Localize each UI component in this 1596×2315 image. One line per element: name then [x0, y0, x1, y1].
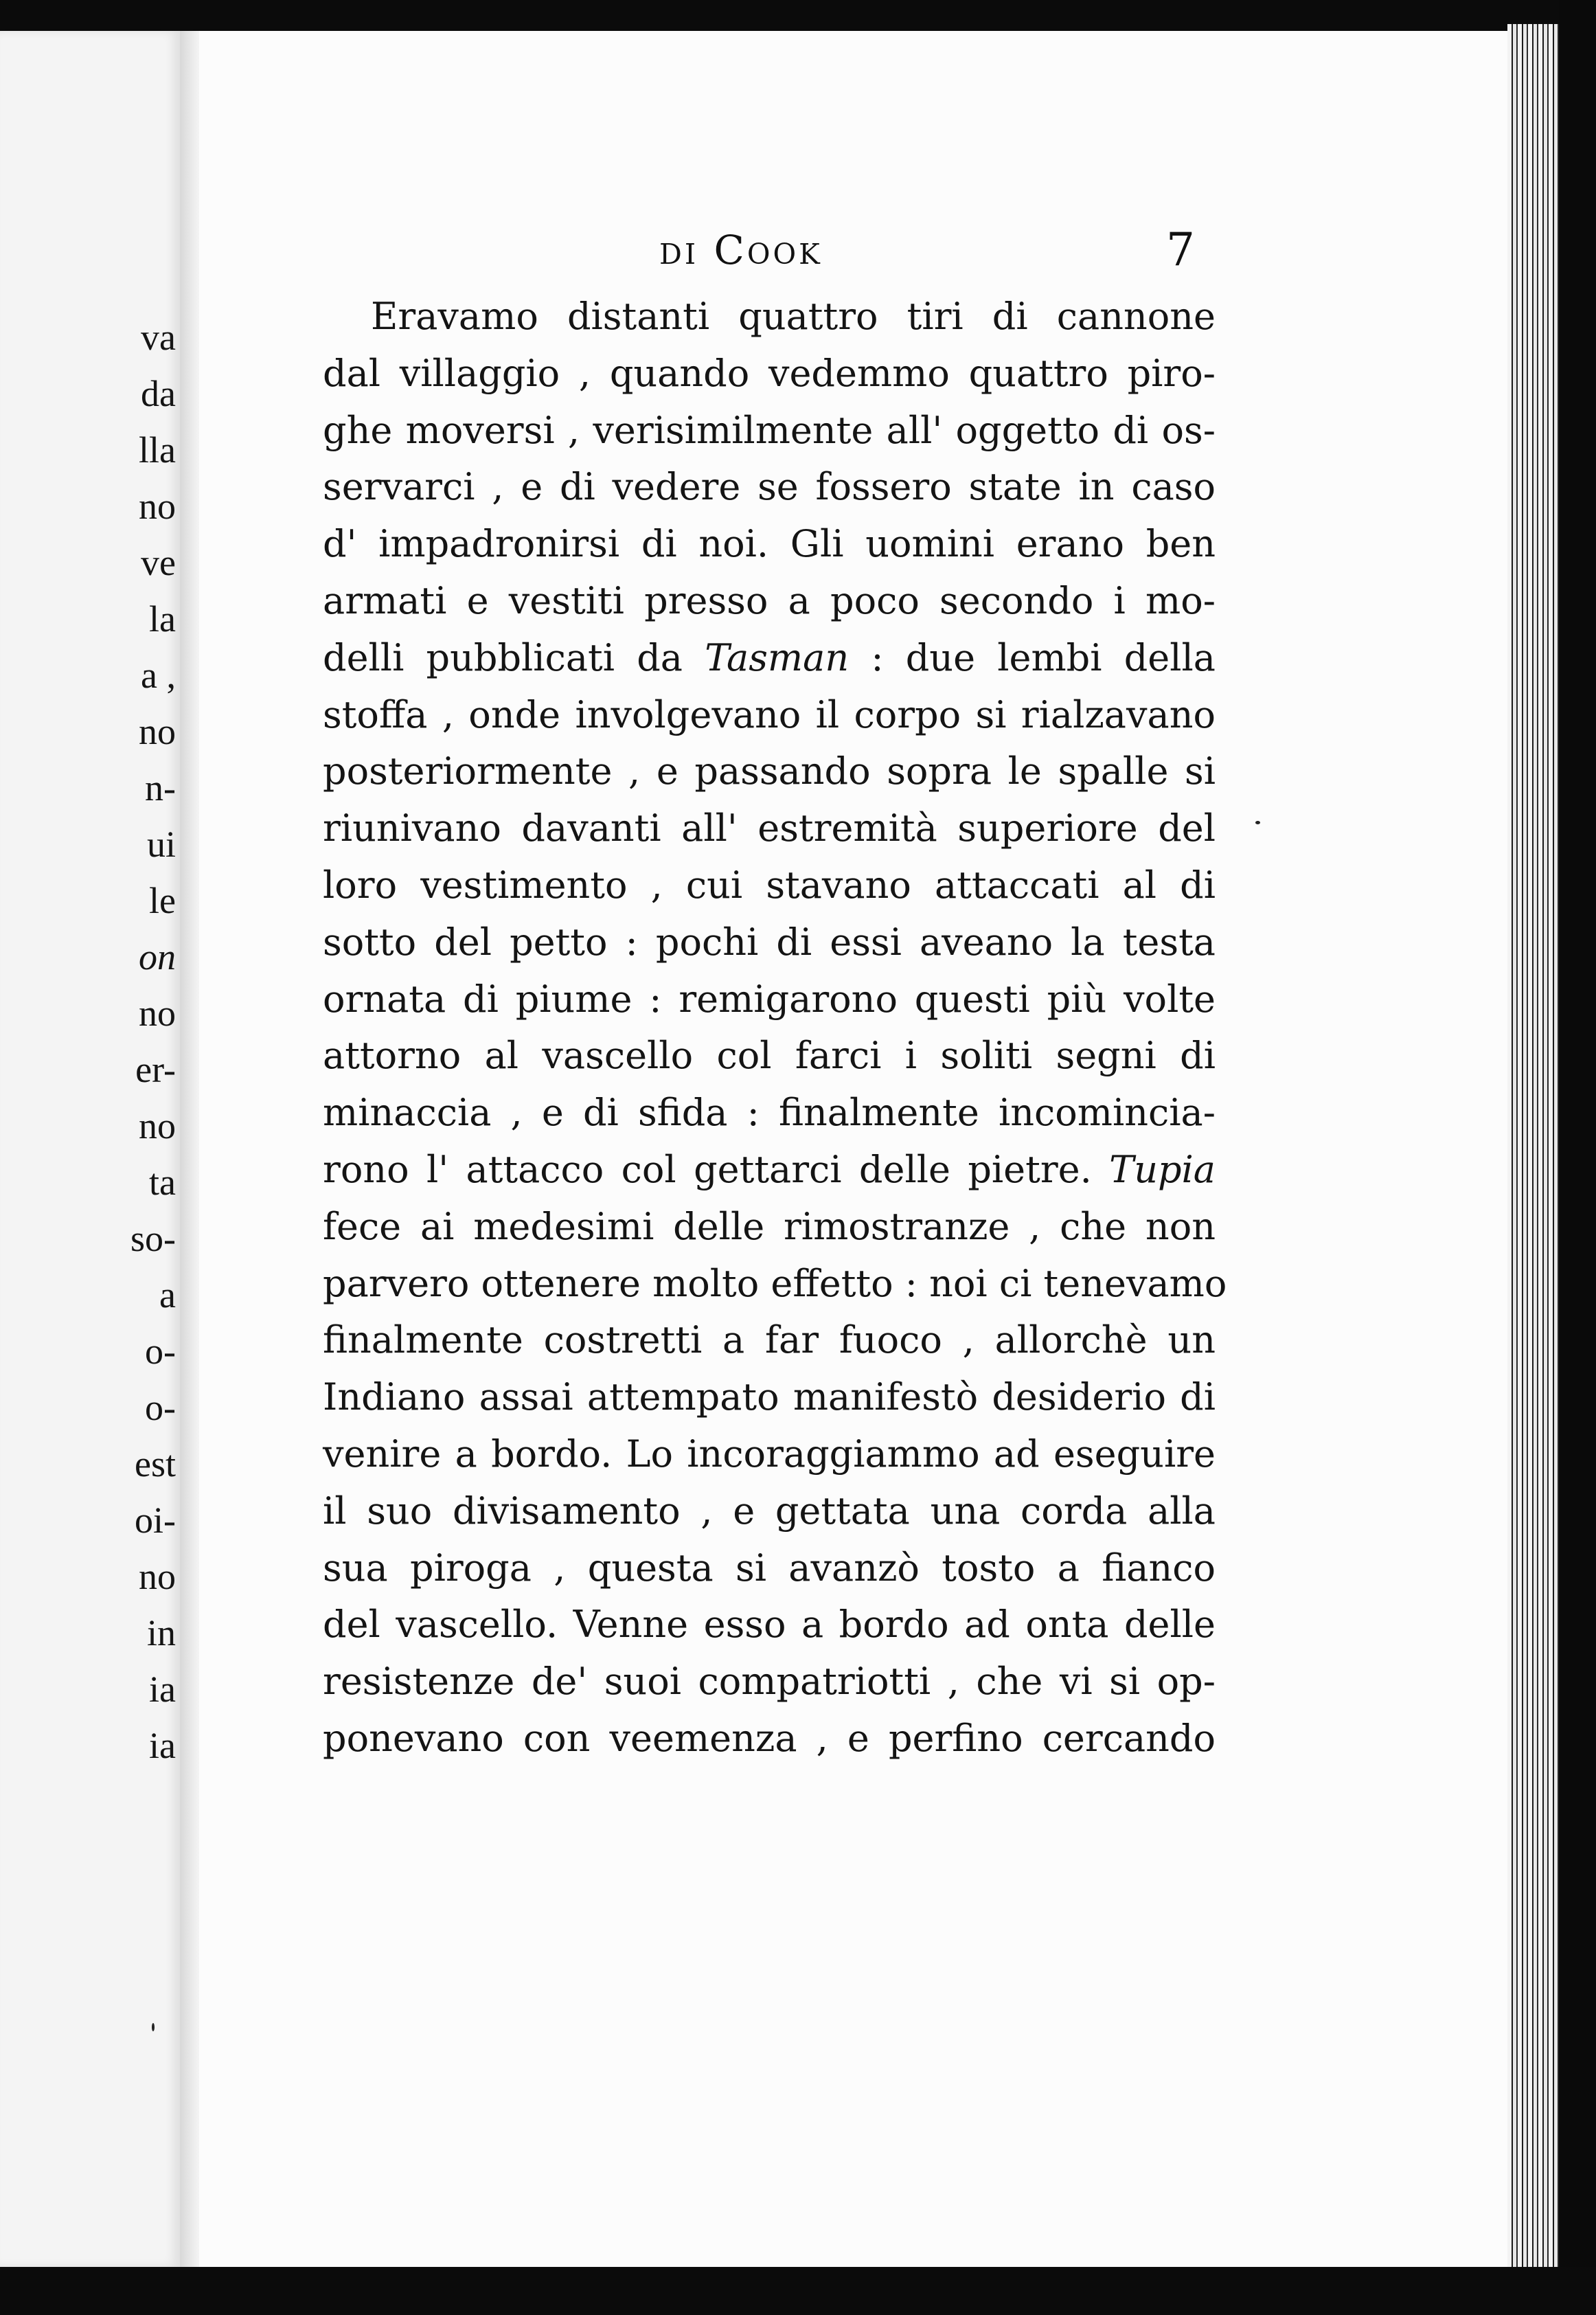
running-title: di Cook	[659, 227, 823, 273]
fragment-line: no	[139, 486, 176, 527]
scan-bottom-border	[0, 2267, 1596, 2315]
text-line: sua piroga , questa si avanzò tosto a fianco	[323, 1546, 1216, 1590]
fragment-line: la	[149, 598, 176, 640]
scan-speck	[152, 2023, 155, 2031]
text-line: ornata di piume : remigarono questi più volte	[323, 977, 1216, 1021]
italic-name: Tasman	[705, 635, 850, 679]
text-line: ponevano con veemenza , e perfino cercando	[323, 1716, 1216, 1760]
fragment-line: ta	[149, 1162, 176, 1203]
fragment-line: o-	[145, 1387, 176, 1428]
text-line: venire a bordo. Lo incoraggiammo ad eseguire	[323, 1432, 1216, 1476]
previous-page-line-fragments	[93, 309, 176, 1774]
italic-name: Tupia	[1109, 1147, 1216, 1191]
text-line: minaccia , e di sfida : finalmente incominciа-	[323, 1091, 1216, 1135]
text-line: armati e vestiti presso a poco secondo i mo-	[323, 578, 1216, 622]
fragment-line: ve	[141, 542, 176, 583]
text-line: stoffa , onde involgevano il corpo si rialzavano	[323, 692, 1216, 736]
text-line: resistenze de' suoi compatriotti , che vi si op-	[323, 1660, 1216, 1704]
fragment-line: no	[139, 1105, 176, 1147]
text-line: riunivano davanti all' estremità superiore del	[323, 806, 1216, 850]
fragment-line: a ,	[141, 655, 176, 696]
fragment-line: er-	[135, 1049, 176, 1090]
fragment-line: ui	[146, 824, 176, 865]
fragment-line: so-	[130, 1218, 176, 1259]
text-segment: : due lembi della	[871, 635, 1216, 679]
fragment-line: ia	[149, 1725, 176, 1766]
fragment-line: va	[141, 317, 176, 358]
text-line-with-italic	[323, 1142, 1216, 1199]
text-line: il suo divisamento , e gettata una corda alla	[323, 1489, 1216, 1533]
fragment-line: on	[139, 936, 176, 978]
page-number: 7	[1166, 223, 1195, 276]
text-line-with-italic	[323, 630, 1216, 687]
fragment-line: oi-	[135, 1500, 176, 1541]
fragment-line: est	[135, 1443, 176, 1484]
fragment-line: no	[139, 1556, 176, 1597]
scan-top-border	[0, 0, 1596, 31]
scan-speck	[1255, 821, 1260, 824]
scan-right-border	[1559, 0, 1596, 2315]
fragment-line: ia	[149, 1669, 176, 1710]
fragment-line: o-	[145, 1331, 176, 1372]
fragment-line: a	[159, 1274, 176, 1315]
fragment-line: n-	[145, 767, 176, 809]
text-line: sotto del petto : pochi di essi aveano la testa	[323, 920, 1216, 964]
previous-page-edge	[0, 31, 185, 2267]
text-segment: delli pubblicati da	[323, 635, 683, 679]
text-line: dal villaggio , quando vedemmo quattro piro-	[323, 351, 1216, 395]
fragment-line: no	[139, 711, 176, 752]
fragment-line: da	[141, 373, 176, 414]
body-text	[323, 289, 1227, 1768]
fragment-line: le	[149, 880, 176, 921]
text-line: fece ai medesimi delle rimostranze , che non	[323, 1204, 1216, 1248]
text-line: servarci , e di vedere se fossero state in caso	[323, 465, 1216, 509]
fragment-line: lla	[139, 429, 176, 471]
text-line: del vascello. Venne esso a bordo ad onta delle	[323, 1603, 1216, 1647]
text-line: parvero ottenere molto effetto : noi ci tenevamo	[323, 1261, 1227, 1305]
text-line: Indiano assai attempato manifestò desiderio di	[323, 1375, 1216, 1419]
text-line: Eravamo distanti quattro tiri di cannone	[371, 295, 1216, 338]
fragment-line: in	[146, 1612, 176, 1653]
text-line: ghe moversi , verisimilmente all' oggetto di os-	[323, 408, 1216, 452]
running-header	[659, 220, 1209, 282]
text-line: attorno al vascello col farci i soliti segni di	[323, 1034, 1216, 1078]
text-line: posteriormente , e passando sopra le spalle si	[323, 749, 1216, 793]
text-line: finalmente costretti a far fuoco , allorchè un	[323, 1318, 1216, 1362]
text-segment: rono l' attacco col gettarci delle pietre.	[323, 1147, 1092, 1191]
text-line: loro vestimento , cui stavano attaccati al di	[323, 863, 1216, 907]
text-line: d' impadronirsi di noi. Gli uomini erano ben	[323, 522, 1216, 566]
fragment-line: no	[139, 993, 176, 1034]
